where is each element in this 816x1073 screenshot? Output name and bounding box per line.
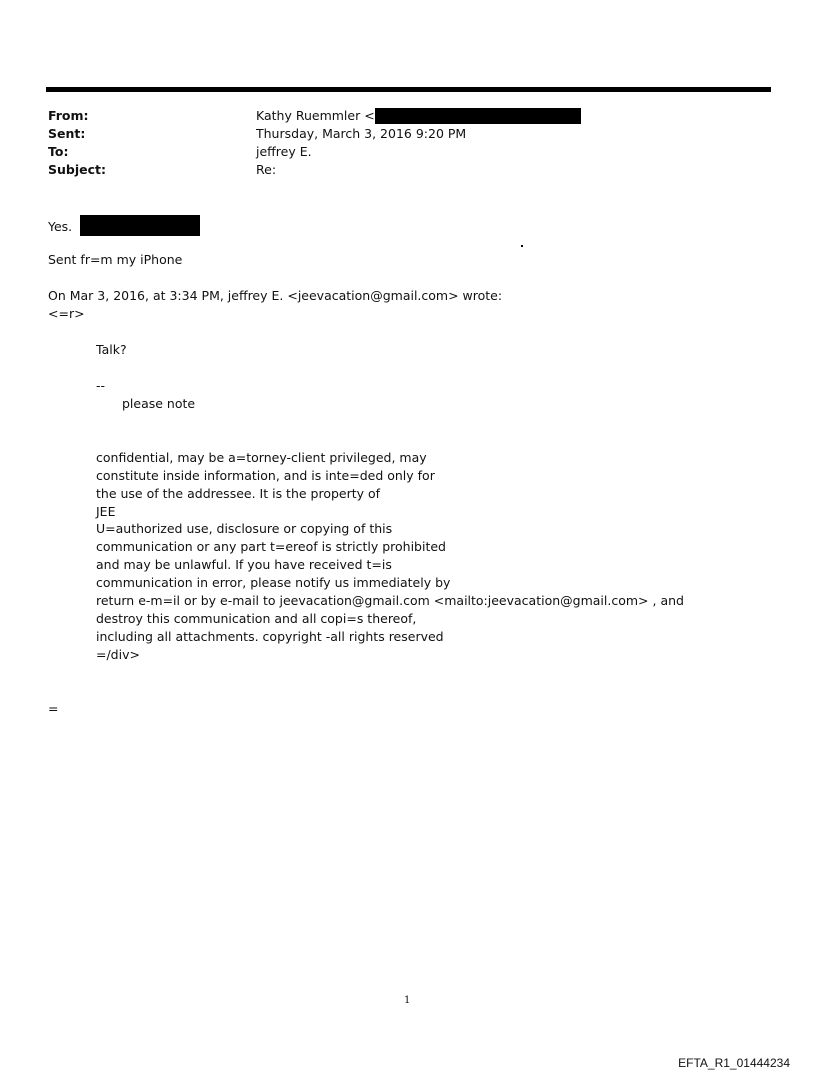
trailing-mark: = [48, 701, 59, 716]
disclaimer-line: return e-m=il or by e-mail to jeevacation@gmail.com <mailto:jeevacation@gmail.com> , and [96, 593, 684, 608]
reply-text: Yes. [48, 219, 73, 234]
disclaimer-line: the use of the addressee. It is the property of [96, 486, 381, 501]
disclaimer-line: communication or any part t=ereof is strictly prohibited [96, 539, 446, 554]
signature: Sent fr=m my iPhone [48, 252, 183, 267]
disclaimer-line: constitute inside information, and is inte=ded only for [96, 468, 435, 483]
bates-number: EFTA_R1_01444234 [678, 1056, 790, 1070]
from-label: From: [48, 108, 89, 123]
sent-label: Sent: [48, 126, 86, 141]
redaction-box [80, 215, 200, 236]
disclaimer-line: =/div> [96, 647, 140, 662]
to-label: To: [48, 144, 69, 159]
quoted-message: Talk? [96, 342, 127, 357]
subject-value: Re: [256, 162, 277, 177]
from-name: Kathy Ruemmler < [256, 108, 375, 123]
note: please note [122, 396, 196, 411]
to-value: jeffrey E. [256, 144, 312, 159]
disclaimer-line: including all attachments. copyright -all rights reserved [96, 629, 444, 644]
disclaimer-line: destroy this communication and all copi=s thereof, [96, 611, 417, 626]
disclaimer-line: U=authorized use, disclosure or copying of this [96, 521, 393, 536]
page-number: 1 [404, 995, 411, 1006]
header-rule [46, 87, 771, 92]
from-value [256, 107, 581, 125]
disclaimer-line: JEE [96, 504, 116, 519]
subject-label: Subject: [48, 162, 106, 177]
reply-line [48, 215, 200, 236]
quote-tag: <=r> [48, 306, 85, 321]
disclaimer-line: confidential, may be a=torney-client privileged, may [96, 450, 427, 465]
separator: -- [96, 378, 106, 393]
sent-value: Thursday, March 3, 2016 9:20 PM [256, 126, 467, 141]
stray-dot [521, 245, 523, 247]
disclaimer-line: communication in error, please notify us immediately by [96, 575, 451, 590]
disclaimer-line: and may be unlawful. If you have received t=is [96, 557, 392, 572]
redaction-box [375, 108, 581, 124]
quote-intro: On Mar 3, 2016, at 3:34 PM, jeffrey E. <jeevacation@gmail.com> wrote: [48, 288, 503, 303]
